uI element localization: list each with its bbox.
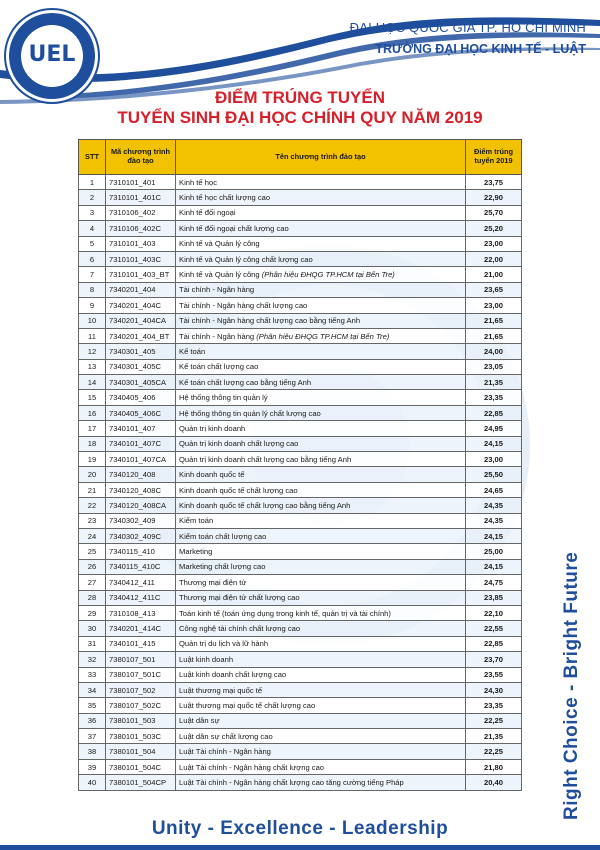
cell-program-name [176,205,466,220]
cell-program-name [176,528,466,543]
cell-stt: 2 [79,190,106,205]
cell-stt: 5 [79,236,106,251]
cell-stt: 13 [79,359,106,374]
cell-score: 23,70 [466,652,522,667]
cell-program-name [176,452,466,467]
cell-program-name [176,436,466,451]
table-row [79,482,522,497]
table-row [79,298,522,313]
cell-score: 21,35 [466,375,522,390]
cell-stt: 36 [79,713,106,728]
cell-score: 24,75 [466,575,522,590]
cell-stt: 31 [79,636,106,651]
cell-code: 7340201_404CA [106,313,176,328]
cell-stt: 3 [79,205,106,220]
table-row [79,359,522,374]
cell-score: 24,15 [466,559,522,574]
cell-score: 21,80 [466,759,522,774]
table-row [79,328,522,343]
cell-code: 7310106_402C [106,221,176,236]
program-name: Hệ thống thông tin quản lý chất lượng cao [179,408,321,418]
cell-stt: 38 [79,744,106,759]
cell-code: 7340115_410C [106,559,176,574]
cell-code: 7340101_407C [106,436,176,451]
cell-score: 21,00 [466,267,522,282]
cell-code: 7340201_404 [106,282,176,297]
program-name: Kinh tế và Quản lý công chất lượng cao [179,254,313,264]
cell-code: 7340101_415 [106,636,176,651]
program-name: Kiểm toán [179,516,214,526]
cell-program-name [176,282,466,297]
program-name: Kinh tế và Quản lý công [179,270,262,280]
cell-stt: 14 [79,375,106,390]
university-name: ĐẠI HỌC QUỐC GIA TP. HỒ CHÍ MINH [349,20,586,35]
cell-stt: 32 [79,652,106,667]
bottom-bar [0,845,600,850]
cell-program-name [176,605,466,620]
cell-stt: 23 [79,513,106,528]
cell-code: 7310101_401 [106,175,176,190]
cell-score: 23,75 [466,175,522,190]
cell-stt: 17 [79,421,106,436]
cell-stt: 10 [79,313,106,328]
page-title: ĐIỂM TRÚNG TUYỂN [215,88,385,107]
table-row [79,236,522,251]
table-row [79,221,522,236]
cell-score: 23,65 [466,282,522,297]
table-row [79,405,522,420]
program-note: (Phân hiệu ĐHQG TP.HCM tại Bến Tre) [256,331,390,341]
cell-score: 23,05 [466,359,522,374]
cell-program-name [176,636,466,651]
cell-code: 7380101_503C [106,729,176,744]
cell-program-name [176,729,466,744]
cell-program-name [176,344,466,359]
table-row [79,175,522,190]
cell-stt: 8 [79,282,106,297]
cell-code: 7340101_407CA [106,452,176,467]
cell-program-name [176,513,466,528]
cell-score: 22,55 [466,621,522,636]
cell-code: 7340201_414C [106,621,176,636]
program-name: Kinh doanh quốc tế chất lượng cao [179,485,298,495]
cell-stt: 11 [79,328,106,343]
table-row [79,559,522,574]
cell-code: 7340101_407 [106,421,176,436]
cell-code: 7310108_413 [106,605,176,620]
logo-text: UEL [28,42,76,67]
cell-code: 7340302_409C [106,528,176,543]
cell-code: 7380107_501 [106,652,176,667]
table-row [79,713,522,728]
cell-code: 7310101_401C [106,190,176,205]
cell-program-name [176,175,466,190]
cell-program-name [176,359,466,374]
table-row [79,621,522,636]
cell-score: 24,35 [466,513,522,528]
program-name: Tài chính - Ngân hàng chất lượng cao bằng tiếng Anh [179,316,361,326]
table-row [79,729,522,744]
table-row [79,282,522,297]
cell-score: 22,25 [466,744,522,759]
cell-score: 23,85 [466,590,522,605]
cell-code: 7340301_405 [106,344,176,359]
table-row [79,205,522,220]
table-row [79,698,522,713]
cell-stt: 29 [79,605,106,620]
table-row [79,498,522,513]
program-name: Luật thương mại quốc tế chất lượng cao [179,700,316,710]
cell-score: 21,65 [466,313,522,328]
table-row [79,605,522,620]
cell-score: 25,70 [466,205,522,220]
program-name: Tài chính - Ngân hàng [179,331,257,341]
cell-program-name [176,759,466,774]
cell-program-name [176,775,466,790]
cell-stt: 4 [79,221,106,236]
school-name: TRƯỜNG ĐẠI HỌC KINH TẾ - LUẬT [375,42,586,56]
cell-code: 7380101_504C [106,759,176,774]
table-row [79,759,522,774]
cell-program-name [176,375,466,390]
program-name: Thương mại điện tử [179,577,247,587]
cell-stt: 16 [79,405,106,420]
cell-stt: 35 [79,698,106,713]
cell-code: 7380101_503 [106,713,176,728]
cell-stt: 40 [79,775,106,790]
cell-code: 7340120_408C [106,482,176,497]
program-name: Quản trị kinh doanh chất lượng cao bằng tiếng Anh [179,454,352,464]
table-row [79,421,522,436]
cell-stt: 21 [79,482,106,497]
cell-score: 24,95 [466,421,522,436]
cell-program-name [176,405,466,420]
table-row [79,528,522,543]
cell-code: 7340301_405CA [106,375,176,390]
cell-program-name [176,652,466,667]
table-row [79,652,522,667]
cell-score: 23,00 [466,452,522,467]
cell-score: 22,00 [466,251,522,266]
program-name: Luật dân sự [179,716,220,726]
cell-stt: 24 [79,528,106,543]
cell-program-name [176,544,466,559]
side-slogan: Right Choice - Bright Future [561,551,582,820]
program-name: Quản trị du lịch và lữ hành [179,639,269,649]
cell-stt: 12 [79,344,106,359]
cell-program-name [176,559,466,574]
cell-code: 7380107_501C [106,667,176,682]
program-name: Kinh tế học chất lượng cao [179,193,271,203]
cell-program-name [176,575,466,590]
cell-score: 23,55 [466,667,522,682]
cell-program-name [176,621,466,636]
program-name: Thương mại điện tử chất lượng cao [179,593,300,603]
cell-score: 22,25 [466,713,522,728]
cell-program-name [176,390,466,405]
table-row [79,251,522,266]
cell-program-name [176,682,466,697]
program-name: Kinh tế đối ngoại chất lượng cao [179,223,289,233]
table-row [79,390,522,405]
cell-code: 7310106_402 [106,205,176,220]
cell-score: 21,35 [466,729,522,744]
table-row [79,575,522,590]
header-program-name: Tên chương trình đào tạo [176,140,466,175]
cell-score: 24,35 [466,498,522,513]
header-score: Điểm trúng tuyển 2019 [466,140,522,175]
cell-score: 24,65 [466,482,522,497]
program-name: Luật Tài chính - Ngân hàng chất lượng cao tăng cường tiếng Pháp [179,777,404,787]
program-name: Luật Tài chính - Ngân hàng chất lượng cao [179,762,325,772]
table-row [79,267,522,282]
cell-code: 7380107_502 [106,682,176,697]
header-code: Mã chương trình đào tạo [106,140,176,175]
program-name: Kế toán [179,346,206,356]
cell-code: 7340201_404C [106,298,176,313]
cell-score: 24,15 [466,436,522,451]
table-row [79,313,522,328]
program-name: Kinh tế đối ngoại [179,208,236,218]
cell-stt: 26 [79,559,106,574]
program-note: (Phân hiệu ĐHQG TP.HCM tại Bến Tre) [261,270,395,280]
header-stt: STT [79,140,106,175]
cell-stt: 28 [79,590,106,605]
cell-score: 23,35 [466,698,522,713]
program-name: Marketing [179,547,213,557]
cell-score: 24,30 [466,682,522,697]
cell-score: 21,65 [466,328,522,343]
program-name: Kế toán chất lượng cao [179,362,259,372]
cell-code: 7310101_403 [106,236,176,251]
cell-score: 25,20 [466,221,522,236]
program-name: Kế toán chất lượng cao bằng tiếng Anh [179,377,312,387]
cell-stt: 37 [79,729,106,744]
cell-stt: 22 [79,498,106,513]
cell-stt: 20 [79,467,106,482]
table-row [79,513,522,528]
bottom-slogan: Unity - Excellence - Leadership [151,818,449,839]
program-name: Marketing chất lượng cao [179,562,266,572]
table-row [79,682,522,697]
table-header-row [79,140,522,175]
admission-scores-table [78,139,522,791]
program-name: Kiểm toán chất lượng cao [179,531,267,541]
cell-score: 22,85 [466,636,522,651]
cell-program-name [176,328,466,343]
cell-score: 23,00 [466,298,522,313]
cell-program-name [176,221,466,236]
cell-code: 7310101_403_BT [106,267,176,282]
cell-code: 7380101_504CP [106,775,176,790]
cell-stt: 33 [79,667,106,682]
cell-code: 7380101_504 [106,744,176,759]
cell-program-name [176,498,466,513]
cell-program-name [176,713,466,728]
table-row [79,344,522,359]
cell-code: 7340405_406 [106,390,176,405]
table-row [79,636,522,651]
table-body [79,175,522,791]
cell-stt: 1 [79,175,106,190]
program-name: Luật kinh doanh chất lượng cao [179,670,287,680]
table-row [79,667,522,682]
cell-score: 24,15 [466,528,522,543]
cell-program-name [176,590,466,605]
table-row [79,775,522,790]
cell-code: 7340412_411C [106,590,176,605]
program-name: Luật dân sự chất lượng cao [179,731,273,741]
cell-program-name [176,190,466,205]
cell-stt: 18 [79,436,106,451]
cell-code: 7340302_409 [106,513,176,528]
program-name: Kinh tế học [179,177,217,187]
table-row [79,436,522,451]
cell-score: 20,40 [466,775,522,790]
program-name: Công nghệ tài chính chất lượng cao [179,624,301,634]
program-name: Kinh doanh quốc tế [179,470,245,480]
program-name: Luật kinh doanh [179,654,234,664]
cell-stt: 27 [79,575,106,590]
program-name: Kinh doanh quốc tế chất lượng cao bằng tiếng Anh [179,500,351,510]
cell-stt: 34 [79,682,106,697]
cell-score: 24,00 [466,344,522,359]
program-name: Quản trị kinh doanh chất lượng cao [179,439,299,449]
cell-program-name [176,267,466,282]
program-name: Tài chính - Ngân hàng chất lượng cao [179,300,308,310]
table-row [79,467,522,482]
cell-score: 25,50 [466,467,522,482]
cell-program-name [176,698,466,713]
page-subtitle: TUYỂN SINH ĐẠI HỌC CHÍNH QUY NĂM 2019 [117,108,483,127]
cell-program-name [176,467,466,482]
cell-program-name [176,744,466,759]
cell-stt: 39 [79,759,106,774]
cell-score: 22,90 [466,190,522,205]
cell-code: 7340115_410 [106,544,176,559]
cell-stt: 9 [79,298,106,313]
program-name: Hệ thống thông tin quản lý [179,393,268,403]
cell-program-name [176,298,466,313]
cell-stt: 6 [79,251,106,266]
cell-score: 23,35 [466,390,522,405]
cell-code: 7340405_406C [106,405,176,420]
cell-code: 7380107_502C [106,698,176,713]
program-name: Tài chính - Ngân hàng [179,285,255,295]
program-name: Toán kinh tế (toán ứng dụng trong kinh tế, quản trị và tài chính) [179,608,391,618]
program-name: Quản trị kinh doanh [179,423,246,433]
cell-stt: 7 [79,267,106,282]
program-name: Luật Tài chính - Ngân hàng [179,747,271,757]
cell-stt: 25 [79,544,106,559]
cell-score: 22,85 [466,405,522,420]
cell-score: 23,00 [466,236,522,251]
cell-program-name [176,313,466,328]
cell-code: 7310101_403C [106,251,176,266]
cell-code: 7340201_404_BT [106,328,176,343]
cell-program-name [176,251,466,266]
program-name: Luật thương mại quốc tế [179,685,263,695]
cell-program-name [176,482,466,497]
cell-score: 25,00 [466,544,522,559]
table-row [79,452,522,467]
table-row [79,375,522,390]
table-row [79,590,522,605]
cell-stt: 15 [79,390,106,405]
table-row [79,544,522,559]
cell-program-name [176,421,466,436]
cell-score: 22,10 [466,605,522,620]
cell-code: 7340120_408 [106,467,176,482]
cell-code: 7340120_408CA [106,498,176,513]
cell-stt: 19 [79,452,106,467]
program-name: Kinh tế và Quản lý công [179,239,260,249]
cell-program-name [176,667,466,682]
table-row [79,744,522,759]
cell-program-name [176,236,466,251]
cell-code: 7340301_405C [106,359,176,374]
cell-stt: 30 [79,621,106,636]
cell-code: 7340412_411 [106,575,176,590]
table-row [79,190,522,205]
